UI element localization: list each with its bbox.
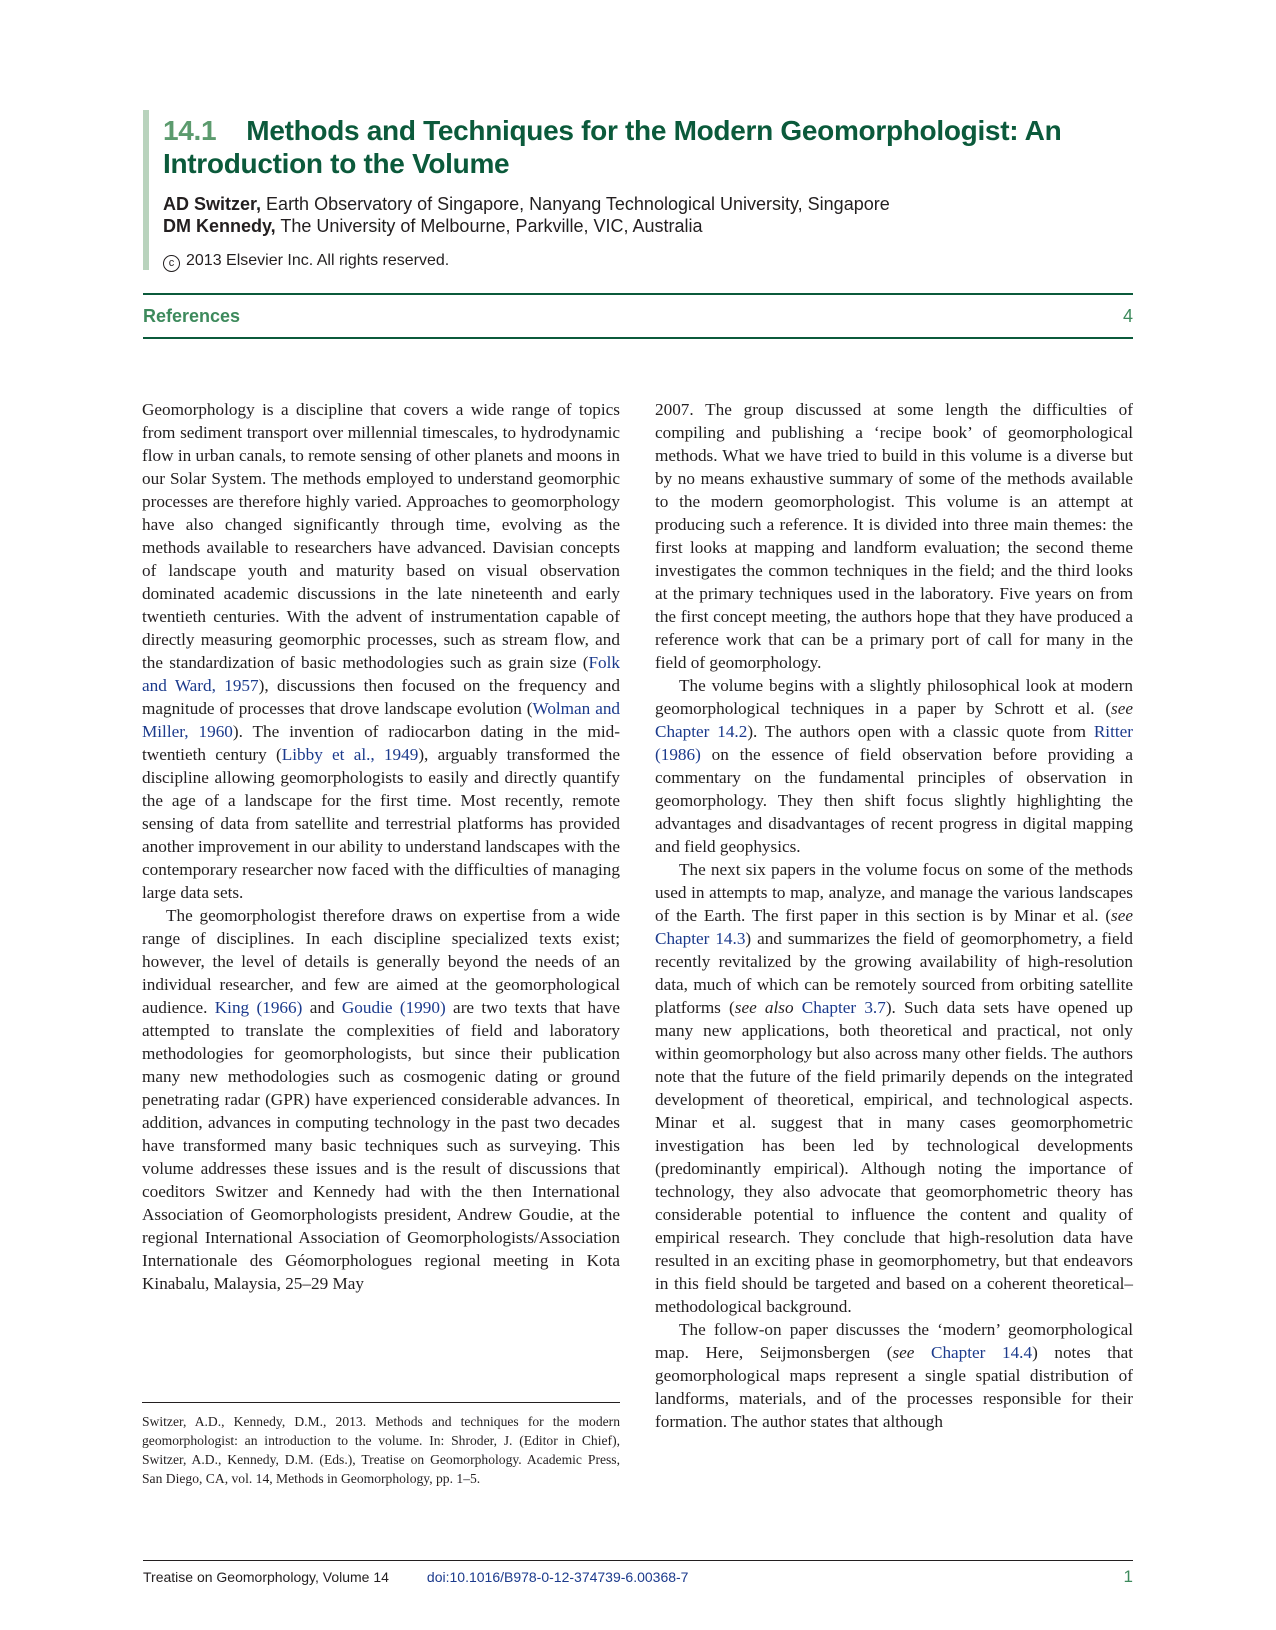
- text-run: and: [302, 998, 342, 1017]
- text-run: on the essence of field observation before providing a commentary on the fundamental principles of observation in geomorphology. They then shift focus slightly highlighting the advantages and disadvantages of recent progress in digital mapping and field geophysics.: [655, 745, 1133, 856]
- chapter-link[interactable]: Chapter 14.4: [931, 1343, 1033, 1362]
- paragraph: [142, 398, 620, 904]
- text-run: ). Such data sets have opened up many new applications, both theoretical and practical, not only within geomorphology but also across many other fields. The authors note that the future of the field primarily depends on the integrated development of theoretical, empirical, and technological aspects. Minar et al. suggest that in many cases geomorphometric investigation has been led by technological developments (predominantly empirical). Although noting the importance of technology, they also advocate that geomorphometric theory has considerable potential to influence the content and quality of empirical research. They conclude that high-resolution data have resulted in an exciting phase in geomorphometry, but that endeavors in this field should be targeted and based on a coherent theoretical–methodological background.: [655, 998, 1133, 1316]
- text-run: The volume begins with a slightly philosophical look at modern geomorphological techniques in a paper by Schrott et al. (: [655, 676, 1133, 718]
- copyright-text: 2013 Elsevier Inc. All rights reserved.: [186, 252, 450, 269]
- copyright-line: [163, 252, 1133, 272]
- journal-name: Treatise on Geomorphology, Volume 14: [143, 1569, 389, 1585]
- citation-link[interactable]: Libby et al., 1949: [281, 745, 419, 764]
- text-run: Geomorphology is a discipline that covers a wide range of topics from sediment transport over millennial timescales, to hydrodynamic flow in urban canals, to remote sensing of other planets and moons in our Solar System. The methods employed to understand geomorphic processes are therefore highly varied. Approaches to geomorphology have also changed significantly through time, evolving as the methods available to researchers have advanced. Davisian concepts of landscape youth and maturity based on visual observation dominated academic discussions in the late nineteenth and early twentieth centuries. With the advent of instrumentation capable of directly measuring geomorphic processes, such as stream flow, and the standardization of basic methodologies such as grain size (: [142, 400, 620, 672]
- italic-see-also: see also: [734, 998, 794, 1017]
- section-number: 14.1: [163, 115, 217, 146]
- paragraph: [142, 904, 620, 1295]
- doi-link[interactable]: doi:10.1016/B978-0-12-374739-6.00368-7: [426, 1569, 689, 1585]
- text-run: The geomorphologist therefore draws on expertise from a wide range of disciplines. In each discipline specialized texts exist; however, the level of details is generally beyond the needs of an individual researcher, and few are aimed at the geomorphological audience.: [142, 906, 620, 1017]
- copyright-icon: c: [163, 255, 180, 272]
- author-entry: [163, 193, 1133, 215]
- author-list: [163, 193, 1133, 237]
- chapter-link[interactable]: Chapter 3.7: [801, 998, 886, 1017]
- paragraph: 2007. The group discussed at some length the difficulties of compiling and publishing a ‘recipe book’ of geomorphological methods. What we have tried to build in this volume is a diverse but by no means exhaustive summary of some of the methods available to the modern geomorphologist. This volume is an attempt at producing such a reference. It is divided into three main themes: the first looks at mapping and landform evaluation; the second theme investigates the common techniques in the field; and the third looks at the primary techniques used in the laboratory. Five years on from the first concept meeting, the authors hope that they have produced a reference work that can be a primary port of call for many in the field of geomorphology.: [655, 400, 1133, 672]
- text-run: are two texts that have attempted to translate the complexities of field and laboratory methodologies for geomorphologists, but since their publication many new methodologies such as cosmogenic dating or ground penetrating radar (GPR) have experienced considerable advances. In addition, advances in computing technology in the past two decades have transformed many basic techniques such as surveying. This volume addresses these issues and is the result of discussions that coeditors Switzer and Kennedy had with the then International Association of Geomorphologists president, Andrew Goudie, at the regional International Association of Geomorphologists/Association Internationale des Géomorphologues regional meeting in Kota Kinabalu, Malaysia, 25–29 May: [142, 998, 620, 1293]
- page-footer: [143, 1560, 1133, 1587]
- chapter-link[interactable]: Chapter 14.3: [655, 929, 746, 948]
- author-name: DM Kennedy,: [163, 216, 276, 236]
- text-run: The next six papers in the volume focus on some of the methods used in attempts to map, analyze, and manage the various landscapes of the Earth. The first paper in this section is by Minar et al. (: [655, 860, 1133, 925]
- paragraph: [655, 1318, 1133, 1433]
- text-run: ) notes that geomorphological maps represent a single spatial distribution of landforms, materials, and of the processes responsible for their formation. The author states that although: [655, 1343, 1133, 1431]
- author-name: AD Switzer,: [163, 194, 262, 214]
- citation-link[interactable]: Ritter (1986): [655, 722, 1133, 764]
- author-entry: [163, 215, 1133, 237]
- text-run: The follow-on paper discusses the ‘modern’ geomorphological map. Here, Seijmonsbergen (: [655, 1320, 1133, 1362]
- right-column: [655, 398, 1133, 1433]
- citation-link[interactable]: Goudie (1990): [341, 998, 446, 1017]
- title-text: Methods and Techniques for the Modern Geomorphologist: An Introduction to the Volume: [163, 115, 1062, 179]
- italic-see: see: [892, 1343, 915, 1362]
- article-title: [163, 114, 1133, 180]
- chapter-link[interactable]: Chapter 14.2: [655, 722, 748, 741]
- author-affiliation: Earth Observatory of Singapore, Nanyang Technological University, Singapore: [266, 194, 890, 214]
- table-of-contents: [143, 293, 1133, 339]
- toc-references-link[interactable]: References: [143, 305, 241, 326]
- article-header: [143, 110, 1133, 270]
- text-run: ), discussions then focused on the frequency and magnitude of processes that drove landscape evolution (: [142, 676, 620, 718]
- text-run: ) and summarizes the field of geomorphometry, a field recently revitalized by the growing availability of high-resolution data, much of which can be remotely sourced from orbiting satellite platforms (: [655, 929, 1133, 1017]
- author-affiliation: The University of Melbourne, Parkville, VIC, Australia: [280, 216, 703, 236]
- toc-page-number: 4: [1122, 305, 1133, 326]
- citation-link[interactable]: Folk and Ward, 1957: [142, 653, 620, 695]
- text-run: ). The invention of radiocarbon dating in the mid-twentieth century (: [142, 722, 620, 764]
- paragraph: [655, 858, 1133, 1318]
- italic-see: see: [1111, 699, 1133, 718]
- text-run: [914, 1343, 931, 1362]
- text-run: [794, 998, 802, 1017]
- text-run: ). The authors open with a classic quote from: [747, 722, 1094, 741]
- paragraph: [655, 674, 1133, 858]
- page-number: 1: [1123, 1567, 1133, 1586]
- text-run: ), arguably transformed the discipline allowing geomorphologists to easily and directly quantify the age of a landscape for the first time. Most recently, remote sensing of data from satellite and terrestrial platforms has provided another improvement in our ability to understand landscapes with the contemporary researcher now faced with the difficulties of managing large data sets.: [142, 745, 620, 902]
- citation-link[interactable]: Wolman and Miller, 1960: [142, 699, 621, 741]
- left-column: [142, 398, 620, 1295]
- citation-link[interactable]: King (1966): [214, 998, 303, 1017]
- citation-footnote: Switzer, A.D., Kennedy, D.M., 2013. Methods and techniques for the modern geomorphologist: an introduction to the volume. In: Shroder, J. (Editor in Chief), Switzer, A.D., Kennedy, D.M. (Eds.), Treatise on Geomorphology. Academic Press, San Diego, CA, vol. 14, Methods in Geomorphology, pp. 1–5.: [142, 1402, 620, 1488]
- italic-see: see: [1111, 906, 1133, 925]
